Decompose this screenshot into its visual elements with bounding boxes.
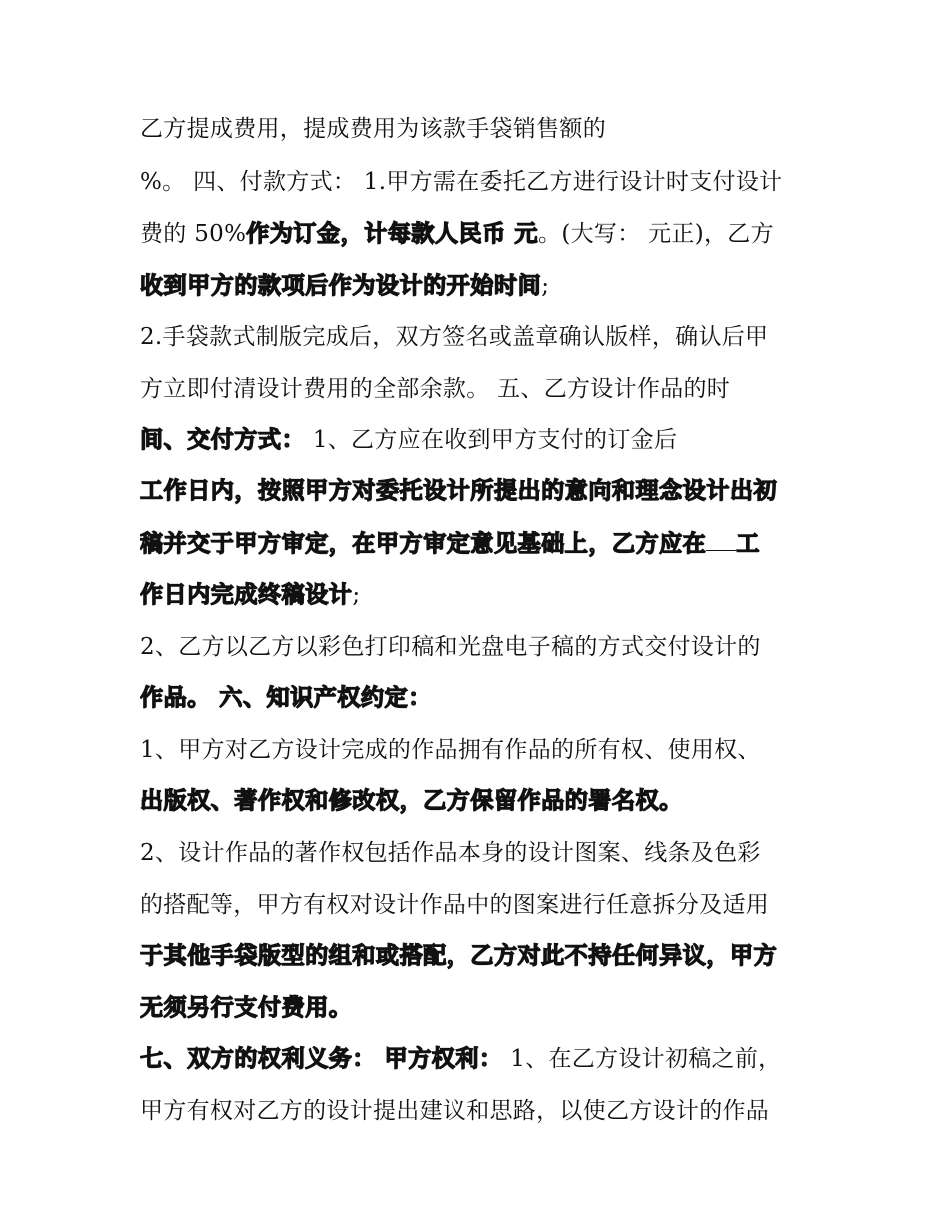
text-line [140, 578, 830, 612]
text-segment: 于其他手袋版型的组和或搭配，乙方对此不持任何异议，甲方 [140, 943, 778, 969]
text-segment: 收到甲方的款项后作为设计的开始时间 [140, 273, 542, 299]
text-line [140, 784, 830, 818]
text-segment: 乙方提成费用，提成费用为该款手袋销售额的 [140, 116, 606, 142]
text-segment: 七、双方的权利义务： 甲方权利： [140, 1046, 503, 1072]
text-segment: 出版权、著作权和修改权，乙方保留作品的署名权。 [140, 788, 683, 814]
text-segment: 工 [736, 531, 761, 557]
text-segment: 2、设计作品的著作权包括作品本身的设计图案、线条及色彩 [140, 840, 761, 866]
text-line [140, 836, 830, 870]
text-segment: 无须另行支付费用。 [140, 995, 353, 1021]
text-segment: 作为订金，计每款人民币 元 [246, 221, 539, 247]
text-segment: 2、乙方以乙方以彩色打印稿和光盘电子稿的方式交付设计的 [140, 634, 761, 660]
text-line [140, 888, 830, 922]
text-line [140, 991, 830, 1025]
text-segment: 的搭配等，甲方有权对设计作品中的图案进行任意拆分及适用 [140, 892, 770, 918]
text-segment: %。 四、付款方式： 1.甲方需在委托乙方进行设计时支付设计 [140, 169, 783, 195]
text-segment: 2.手袋款式制版完成后，双方签名或盖章确认版样，确认后甲 [140, 324, 769, 350]
text-line [140, 217, 830, 251]
text-segment: 作日内完成终稿设计 [140, 582, 353, 608]
text-segment: 甲方有权对乙方的设计提出建议和思路，以使乙方设计的作品 [140, 1098, 770, 1124]
text-line [140, 112, 830, 146]
text-segment: 稿并交于甲方审定，在甲方审定意见基础上，乙方应在 [140, 531, 707, 557]
text-segment: 。(大写： 元正)，乙方 [538, 221, 774, 247]
text-segment: ; [541, 273, 550, 299]
text-line [140, 269, 830, 303]
text-line [140, 630, 830, 664]
text-segment: 方立即付清设计费用的全部余款。 五、乙方设计作品的时 [140, 376, 731, 402]
text-line [140, 939, 830, 973]
text-line [140, 733, 830, 767]
text-segment: 间、交付方式： [140, 427, 306, 453]
fill-in-blank [706, 530, 736, 551]
text-line [140, 474, 830, 508]
text-line [140, 423, 830, 457]
text-segment: 1、在乙方设计初稿之前， [502, 1046, 782, 1072]
text-segment: ; [352, 582, 361, 608]
text-segment: 费的 50% [140, 221, 247, 247]
text-segment: 作品。 六、知识产权约定： [140, 685, 432, 711]
text-segment: 1、乙方应在收到甲方支付的订金后 [305, 427, 678, 453]
text-line [140, 372, 830, 406]
text-line [140, 1094, 830, 1128]
text-line [140, 527, 830, 561]
text-line [140, 165, 830, 199]
text-segment: 1、甲方对乙方设计完成的作品拥有作品的所有权、使用权、 [140, 737, 761, 763]
text-line [140, 681, 830, 715]
text-line [140, 320, 830, 354]
text-line [140, 1042, 830, 1076]
text-segment: 工作日内，按照甲方对委托设计所提出的意向和理念设计出初 [140, 478, 778, 504]
